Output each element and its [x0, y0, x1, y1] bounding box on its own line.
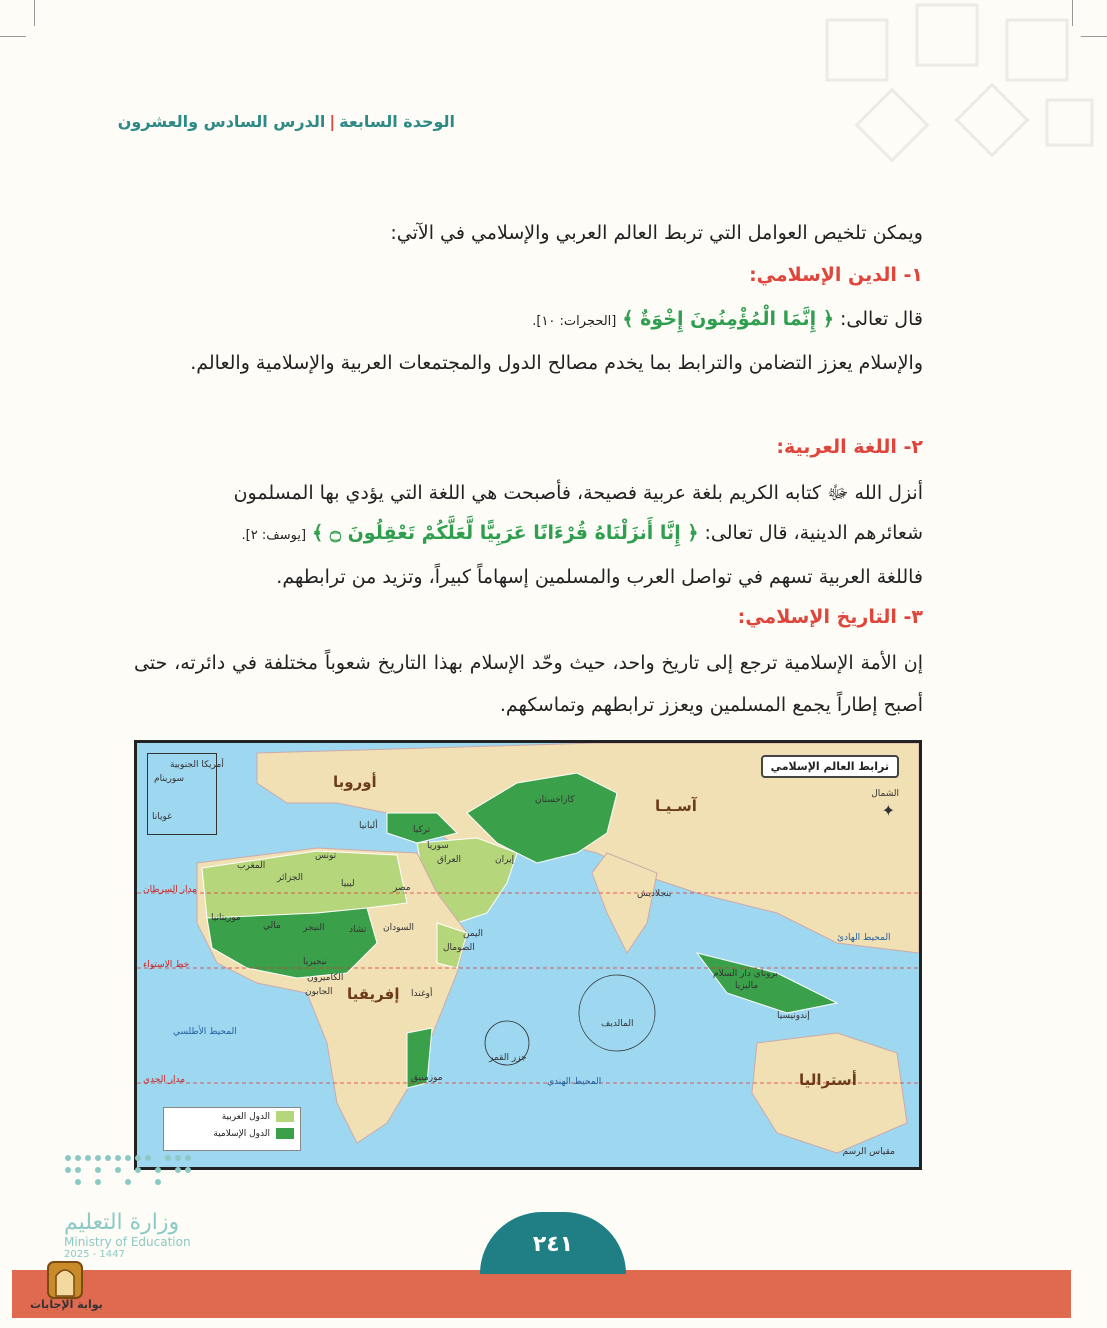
north-label: الشمال	[871, 789, 899, 799]
continent-label: إفريقيا	[347, 985, 400, 1003]
world-map	[134, 740, 922, 1170]
map-legend	[163, 1107, 301, 1151]
map-label: بروناي دار السلام	[713, 969, 778, 979]
map-label: الكاميرون	[307, 973, 344, 983]
ayah-reference: [الحجرات: ١٠].	[532, 314, 617, 329]
lesson-header	[118, 112, 455, 131]
ocean-label: المحيط الأطلسي	[173, 1027, 237, 1037]
latitude-label: مدار السرطان	[143, 885, 198, 895]
ministry-year: 2025 - 1447	[64, 1249, 125, 1260]
map-label: الصومال	[443, 943, 475, 953]
map-label: نيجيريا	[303, 957, 327, 967]
legend-label: الدول العربية	[221, 1111, 270, 1122]
portal-logo-icon	[44, 1256, 86, 1300]
section-heading-language: ٢- اللغة العربية:	[776, 436, 923, 458]
ministry-name-en: Ministry of Education	[64, 1235, 191, 1249]
lesson-title: الدرس السادس والعشرون	[117, 112, 326, 131]
crop-mark	[0, 36, 26, 37]
ministry-name-ar: وزارة التعليم	[64, 1210, 180, 1235]
language-paragraph-2: فاللغة العربية تسهم في تواصل العرب والمسلمين إسهاماً كبيراً، وتزيد من ترابطهم.	[276, 566, 923, 588]
ministry-dots-logo	[64, 1152, 204, 1196]
ayah-text: ﴿ إِنَّا أَنزَلْنَاهُ قُرْءَانًا عَرَبِيًّا لَّعَلَّكُمْ تَعْقِلُونَ ۝ ﴾	[312, 522, 699, 544]
continent-label: آسـيـا	[655, 797, 697, 815]
ayah-text: ﴿ إِنَّمَا الْمُؤْمِنُونَ إِخْوَةٌ ﴾	[622, 308, 834, 330]
map-label: ماليزيا	[735, 981, 759, 991]
map-label: غويانا	[152, 812, 172, 822]
ocean-label: المحيط الهندي	[547, 1077, 602, 1087]
section-heading-history: ٣- التاريخ الإسلامي:	[737, 606, 923, 628]
map-label: مالي	[263, 921, 281, 931]
map-label: إيران	[495, 855, 515, 865]
map-label: ليبيا	[341, 879, 355, 889]
map-label: سورينام	[154, 774, 185, 784]
history-paragraph: إن الأمة الإسلامية ترجع إلى تاريخ واحد، حيث وحّد الإسلام بهذا التاريخ شعوباً مختلفة في دائرته، حتى أصبح إطاراً يجمع المسلمين ويعزز ترابطهم وتماسكهم.	[134, 652, 923, 716]
map-label: المالديف	[601, 1019, 634, 1029]
ayah-reference: [يوسف: ٢].	[241, 528, 307, 543]
latitude-label: خط الاستواء	[143, 960, 190, 970]
religion-paragraph: والإسلام يعزز التضامن والترابط بما يخدم مصالح الدول والمجتمعات العربية والإسلامية والعالم.	[190, 352, 923, 374]
map-label: كازاخستان	[535, 795, 575, 805]
ministry-logo	[64, 1210, 191, 1260]
map-label: السودان	[383, 923, 415, 933]
ocean-label: المحيط الهادئ	[837, 933, 891, 943]
quote-prefix: قال تعالى:	[840, 308, 923, 330]
map-label: جزر القمر	[489, 1053, 527, 1063]
legend-item	[164, 1125, 300, 1142]
map-label: الجزائر	[277, 873, 303, 883]
decorative-pattern	[647, 0, 1107, 190]
map-label: تركيا	[413, 825, 431, 835]
legend-swatch	[276, 1128, 294, 1139]
map-label: أمريكا الجنوبية	[170, 760, 224, 770]
footer-bar	[12, 1270, 1071, 1318]
continent-label: أستراليا	[799, 1071, 857, 1089]
latitude-label: مدار الجدي	[143, 1075, 186, 1085]
portal-name[interactable]: بوابة الإجابات	[30, 1298, 103, 1311]
map-label: النيجر	[303, 923, 325, 933]
map-label: تشاد	[349, 925, 367, 935]
map-label: موزمبيق	[411, 1073, 443, 1083]
map-label: تونس	[315, 851, 337, 861]
quote-prefix: شعائرهم الدينية، قال تعالى:	[704, 522, 923, 544]
quote-line-1	[532, 308, 923, 330]
language-paragraph-1: أنزل الله ﷻ كتابه الكريم بلغة عربية فصيحة، فأصبحت هي اللغة التي يؤدي بها المسلمون	[233, 482, 923, 504]
section-heading-religion: ١- الدين الإسلامي:	[749, 264, 923, 286]
legend-swatch	[276, 1111, 294, 1122]
scale-label: مقياس الرسم	[842, 1147, 895, 1157]
map-label: موريتانيا	[211, 913, 241, 923]
map-label: العراق	[437, 855, 462, 865]
continent-label: أوروبا	[333, 773, 377, 791]
intro-text: ويمكن تلخيص العوامل التي تربط العالم العربي والإسلامي في الآتي:	[390, 222, 923, 244]
map-label: بنجلاديش	[637, 889, 672, 899]
compass-icon: ✦	[881, 801, 895, 820]
map-title: ترابط العالم الإسلامي	[761, 755, 899, 778]
map-label: المغرب	[237, 861, 266, 871]
quote-line-2	[242, 522, 923, 544]
map-label: مصر	[393, 883, 411, 893]
header-separator: |	[329, 112, 336, 131]
legend-item	[164, 1108, 300, 1125]
south-america-inset	[147, 753, 224, 835]
map-label: سوريا	[427, 841, 449, 851]
legend-label: الدول الإسلامية	[213, 1128, 270, 1139]
map-graphic	[137, 743, 919, 1167]
page-number: ٢٤١	[532, 1232, 574, 1257]
map-label: الجابون	[305, 987, 333, 997]
map-label: إندونيسيا	[777, 1011, 810, 1021]
map-label: أوغندا	[411, 989, 433, 999]
crop-mark	[34, 0, 35, 26]
map-label: ألبانيا	[359, 821, 378, 831]
map-label: اليمن	[463, 929, 484, 939]
unit-title: الوحدة السابعة	[339, 112, 455, 131]
